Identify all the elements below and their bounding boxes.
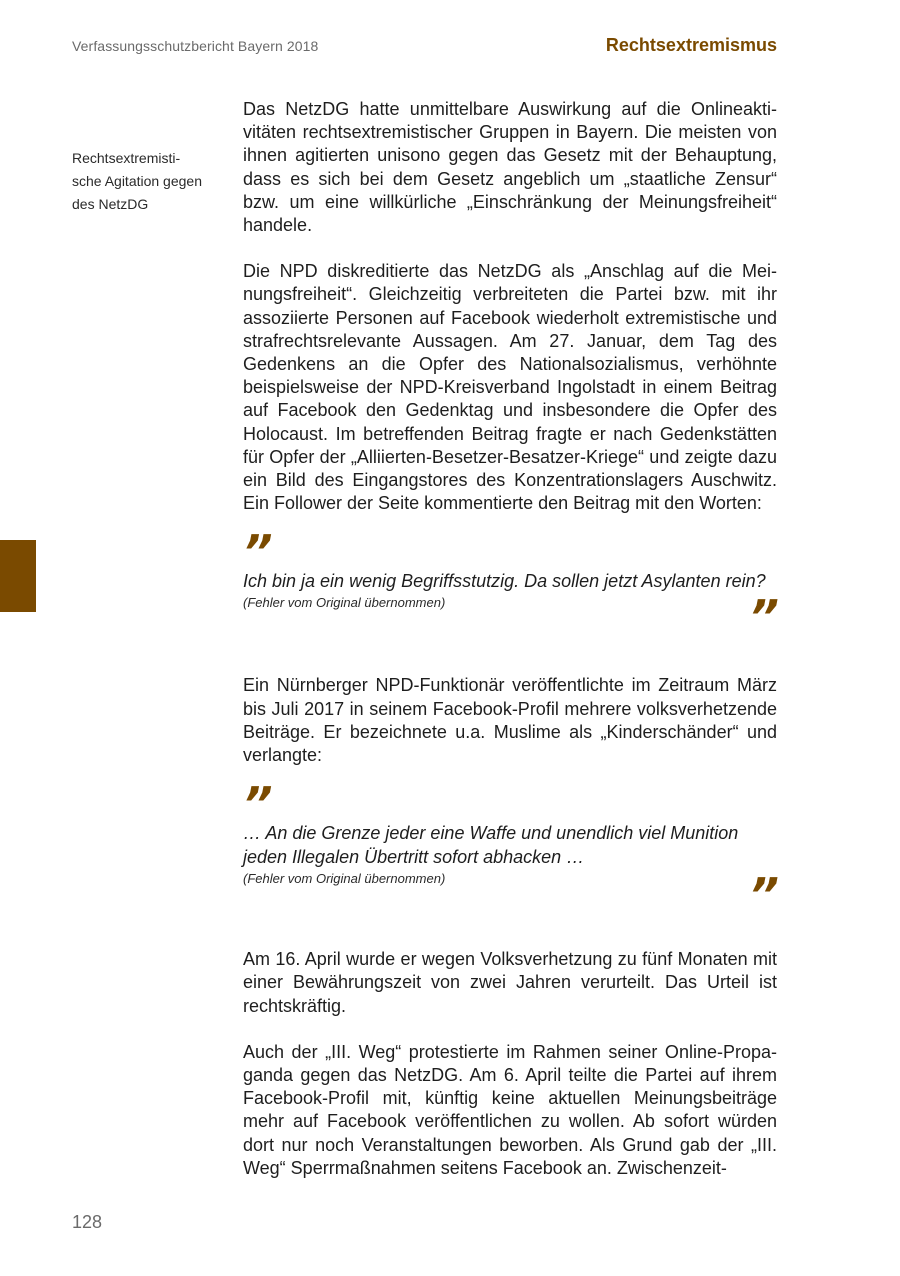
closing-quote-mark-icon: ” [749,868,777,923]
paragraph-nuernberg: Ein Nürnberger NPD-Funktionär veröffentlichte im Zeitraum März bis Juli 2017 in seinem Facebook-Profil mehrere volksverhetzende Beiträge. Er bezeichnete u.a. Muslime als „Kinderschänder“ und verlangte: [243,675,777,766]
quote-block-1 [243,525,777,645]
opening-quote-mark-icon: ” [243,525,271,580]
paragraph-verdict: Am 16. April wurde er wegen Volksverhetzung zu fünf Monaten mit einer Bewährungszeit von zwei Jahren verurteilt. Das Urteil ist rechtskräftig. [243,949,777,1016]
margin-note [72,147,222,216]
quote-text: Ich bin ja ein wenig Begriffsstutzig. Da sollen jetzt Asylanten rein? [243,571,766,592]
page-number: 128 [72,1212,103,1232]
running-header-section: Rechtsextremismus [605,35,777,55]
quote-text-line-2: jeden Illegalen Übertritt sofort abhacken … [243,847,585,868]
chapter-tab-marker [0,540,36,612]
quote-note: (Fehler vom Original übernommen) [243,871,446,887]
margin-note-line: des NetzDG [72,196,149,212]
main-text-column [243,98,777,1180]
quote-text-line-1: … An die Grenze jeder eine Waffe und unendlich viel Munition [243,823,739,844]
running-header-title: Verfassungsschutzbericht Bayern 2018 [72,38,319,54]
margin-note-line: Rechtsextremisti- [72,150,181,166]
quote-block-2 [243,777,777,923]
paragraph-npd: Die NPD diskreditierte das NetzDG als „Anschlag auf die Meinungsfreiheit“. Gleichzeitig verbreiteten die Partei bzw. mit ihr assoziierte Personen auf Facebook wiederholt extremistische und strafrechtsrelevante Aussagen. Am 27. Januar, dem Tag des Gedenkens an die Opfer des Nationalsozialismus, verhöhnte beispielsweise der NPD-Kreisverband Ingolstadt in einem Beitrag auf Facebook den Gedenktag und insbesondere die Opfer des Holocaust. Im betreffenden Beitrag fragte er nach Gedenkstätten für Opfer der „Alliierten-Besetzer-Besatzer-Kriege“ und zeigte dazu ein Bild des Eingangstores des Konzentrationslagers Auschwitz. Ein Follower der Seite kommentierte den Beitrag mit den Worten: [243,261,777,514]
paragraph-netzdg-impact: Das NetzDG hatte unmittelbare Auswirkung auf die Onlineaktivitäten rechtsextremistischer Gruppen in Bayern. Die meisten von ihnen agitierten unisono gegen das Gesetz mit der Behauptung, dass es sich bei dem Gesetz angeblich um „staatliche Zensur“ bzw. um eine willkürliche „Einschränkung der Meinungsfreiheit“ handele. [243,99,777,236]
opening-quote-mark-icon: ” [243,777,271,832]
quote-note: (Fehler vom Original übernommen) [243,595,446,611]
closing-quote-mark-icon: ” [749,590,777,645]
margin-note-line: sche Agitation gegen [72,173,202,189]
paragraph-iii-weg: Auch der „III. Weg“ protestierte im Rahmen seiner Online-Propaganda gegen das NetzDG. Am 6. April teilte die Partei auf ihrem Facebook-Profil mit, künftig keine aktuellen Meinungsbeiträge mehr auf Facebook veröffentlichen zu wollen. Ab sofort würden dort nur noch Veranstaltungen beworben. Als Grund gab der „III. Weg“ Sperrmaßnahmen seitens Facebook an. Zwischenzeit- [243,1041,777,1178]
